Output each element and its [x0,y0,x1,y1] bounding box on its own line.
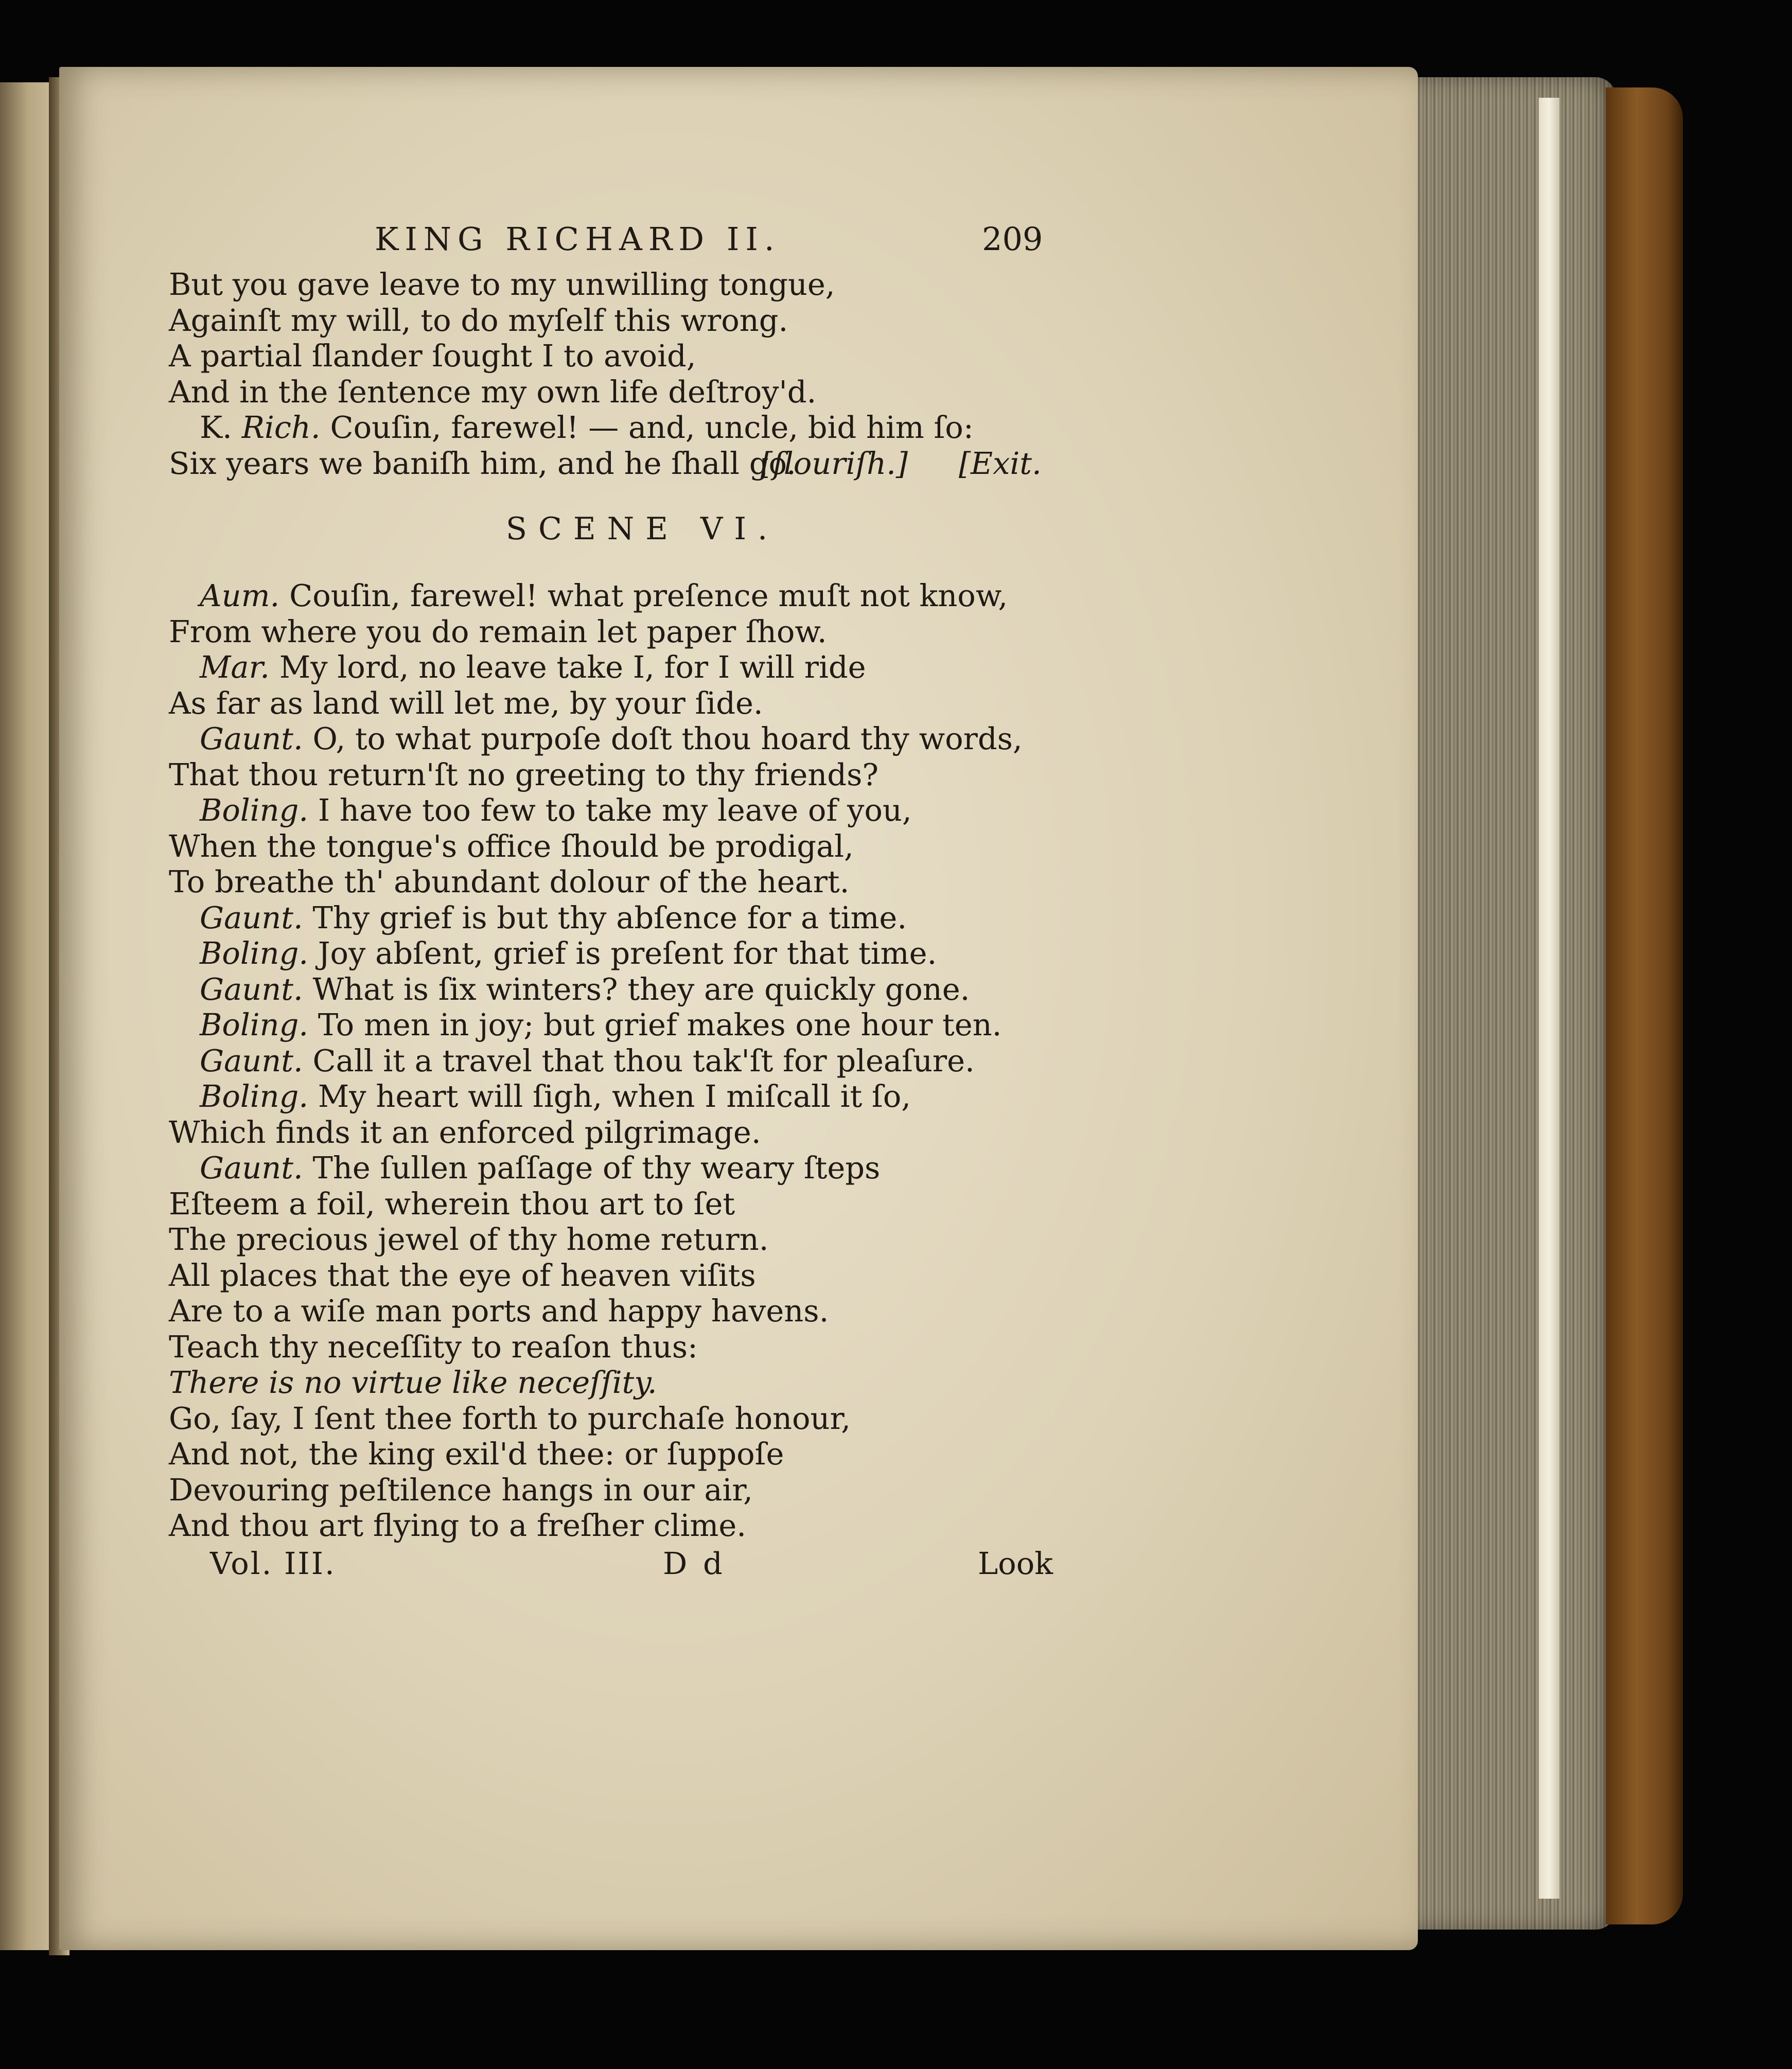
speaker-name: Gaunt. [200,899,303,935]
dialogue-text: There is no virtue like neceſſity. [169,1365,657,1400]
page-footer [169,1546,1054,1587]
dialogue-text: Go, ſay, I ſent thee forth to purchaſe honour, [169,1400,851,1436]
speaker-name: Boling. [200,1007,309,1042]
dialogue-text: To men in joy; but grief makes one hour ten. [308,1007,1002,1042]
speaker-name: Gaunt. [200,721,303,756]
dialogue-line [169,1472,1054,1508]
dialogue-text: Eſteem a foil, wherein thou art to ſet [169,1186,735,1222]
leather-cover-edge [1606,87,1683,1924]
speaker-name: Gaunt. [200,1150,303,1186]
dialogue-line [169,1222,1054,1258]
dialogue-text: My heart will ſigh, when I miſcall it ſo, [308,1078,911,1114]
page-number: 209 [982,220,1043,258]
scene-heading: SCENE VI. [505,511,779,547]
speaker-name: Mar. [200,649,270,685]
dialogue-text: That thou return'ſt no greeting to thy friends? [169,756,879,792]
dialogue-text: O, to what purpoſe doſt thou hoard thy words, [303,721,1023,756]
speech-line [169,410,1054,446]
dialogue-text: Call it a travel that thou tak'ſt for pleaſure. [303,1042,975,1078]
speaker-name: Gaunt. [200,971,303,1007]
verse-line: Againſt my will, to do myſelf this wrong. [169,302,788,338]
dialogue-text: And not, the king exil'd thee: or ſuppoſe [169,1436,784,1472]
dialogue-text: Devouring peſtilence hangs in our air, [169,1472,753,1508]
dialogue-line [169,1150,1054,1186]
running-title: KING RICHARD II. [375,220,781,258]
volume-label: Vol. III. [210,1545,336,1581]
dialogue-line [169,1508,1054,1544]
dialogue-text: What is ſix winters? they are quickly gone. [303,971,970,1007]
speaker-name: Boling. [200,1078,309,1114]
dialogue-text: And thou art flying to a freſher clime. [169,1508,747,1543]
speaker-name: Boling. [200,792,309,828]
speech-text: Couſin, farewel! — and, uncle, bid him ſo: [320,410,974,445]
dialogue-block [169,578,1054,1544]
speaker-name: Gaunt. [200,1042,303,1078]
dialogue-text: Thy grief is but thy abſence for a time. [303,899,907,935]
dialogue-line [169,1401,1054,1437]
speaker-name: Rich. [241,410,321,445]
page-fore-edge [1400,77,1616,1930]
dialogue-text: The precious jewel of thy home return. [169,1222,769,1257]
dialogue-text: Are to a wiſe man ports and happy havens. [169,1293,829,1329]
dialogue-line [169,1007,1054,1043]
dialogue-text: To breathe th' abundant dolour of the heart. [169,864,850,899]
dialogue-line [169,1365,1054,1401]
dialogue-line [169,1043,1054,1079]
dialogue-line [169,971,1054,1007]
verse-line: But you gave leave to my unwilling tongue, [169,267,835,302]
dialogue-line [169,721,1054,757]
dialogue-line [169,935,1054,971]
dialogue-text: When the tongue's office ſhould be prodigal, [169,828,854,864]
signature-mark: D d [663,1545,726,1581]
dialogue-text: From where you do remain let paper ſhow. [169,613,827,649]
speech-line [169,446,1054,482]
speaker-prefix: K. [200,410,242,445]
dialogue-line [169,792,1054,828]
dialogue-line [169,649,1054,685]
dialogue-line [169,578,1054,614]
dialogue-line [169,614,1054,650]
dialogue-line [169,1078,1054,1115]
dialogue-line [169,1186,1054,1222]
dialogue-line [169,864,1054,900]
dialogue-line [169,685,1054,721]
dialogue-text: As far as land will let me, by your ſide. [169,685,763,721]
dialogue-text: Which finds it an enforced pilgrimage. [169,1114,761,1150]
stage-direction: [ſlouriſh.] [761,445,908,481]
dialogue-line [169,900,1054,936]
dialogue-text: I have too few to take my leave of you, [308,792,912,828]
stage-direction-exit: [Exit. [959,445,1042,481]
speaker-name: Boling. [200,935,309,971]
dialogue-line [169,757,1054,793]
dialogue-line [169,1115,1054,1151]
dialogue-text: Joy abſent, grief is preſent for that time. [308,935,937,971]
dialogue-text: Teach thy neceſſity to reaſon thus: [169,1329,698,1365]
dialogue-line [169,1436,1054,1472]
dialogue-line [169,828,1054,864]
verse-line: A partial ſlander ſought I to avoid, [169,338,696,374]
speech-text: Six years we baniſh him, and he ſhall go. [169,445,796,481]
dialogue-text: All places that the eye of heaven viſits [169,1257,756,1293]
running-header [169,220,1054,267]
dialogue-line [169,1258,1054,1294]
dialogue-text: The ſullen paſſage of thy weary ſteps [303,1150,881,1186]
dialogue-text: Couſin, farewel! what preſence muſt not know, [279,578,1008,613]
speaker-name: Aum. [200,578,280,613]
catchword: Look [978,1545,1053,1581]
dialogue-text: My lord, no leave take I, for I will ride [270,649,866,685]
dialogue-line [169,1329,1054,1365]
verse-line: And in the ſentence my own life deſtroy'd. [169,374,817,410]
dialogue-line [169,1293,1054,1329]
page-text [169,220,1054,1587]
